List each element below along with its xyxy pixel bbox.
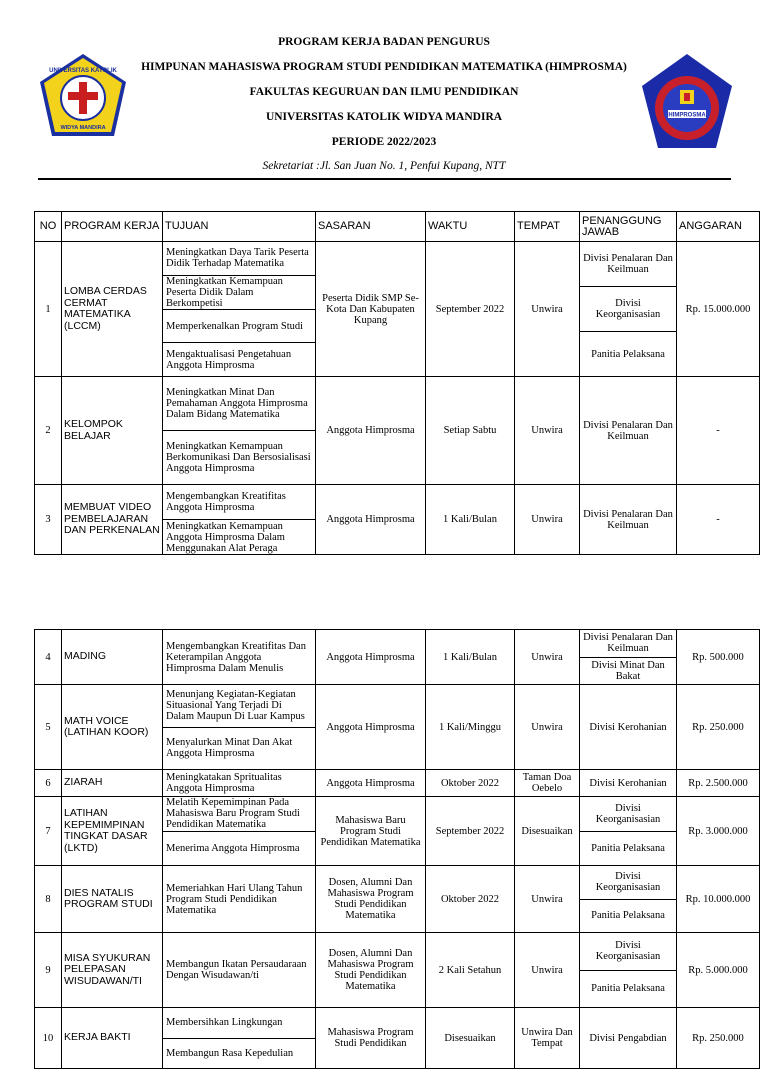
waktu-cell: September 2022 bbox=[426, 242, 515, 377]
waktu-cell: Oktober 2022 bbox=[426, 770, 515, 797]
table-row bbox=[35, 685, 760, 770]
tempat-cell: Unwira Dan Tempat bbox=[515, 1008, 580, 1069]
header-line-3: FAKULTAS KEGURUAN DAN ILMU PENDIDIKAN bbox=[249, 86, 519, 98]
tujuan-item: Meningkatkan Kemampuan Peserta Didik Dalam Berkompetisi bbox=[163, 276, 315, 310]
tujuan-cell bbox=[163, 630, 316, 685]
col-header-program: PROGRAM KERJA bbox=[62, 212, 163, 242]
tujuan-cell bbox=[163, 866, 316, 933]
tempat-cell: Disesuaikan bbox=[515, 797, 580, 866]
anggaran-cell: Rp. 500.000 bbox=[677, 630, 760, 685]
table-header-row bbox=[35, 212, 760, 242]
tujuan-item: Meningkatkan Kemampuan Anggota Himprosma Dalam Menggunakan Alat Peraga bbox=[166, 520, 285, 554]
table-row bbox=[35, 770, 760, 797]
tujuan-item: Memeriahkan Hari Ulang Tahun Program Studi Pendidikan Matematika bbox=[166, 882, 303, 916]
table-row bbox=[35, 933, 760, 1008]
table-row bbox=[35, 377, 760, 485]
row-number: 7 bbox=[35, 797, 62, 866]
anggaran-cell: Rp. 3.000.000 bbox=[677, 797, 760, 866]
table-row bbox=[35, 797, 760, 866]
tujuan-item: Meningkatkan Kemampuan Berkomunikasi Dan Bersosialisasi Anggota Himprosma bbox=[166, 441, 311, 474]
table-row bbox=[35, 242, 760, 377]
col-header-pj: PENANGGUNG JAWAB bbox=[580, 212, 677, 242]
tujuan-item: Membangun Rasa Kepedulian bbox=[166, 1047, 294, 1059]
table-row bbox=[35, 485, 760, 555]
penanggung-jawab-cell bbox=[580, 797, 677, 866]
tujuan-cell bbox=[163, 770, 316, 797]
sasaran-cell: Dosen, Alumni Dan Mahasiswa Program Studi Pendidikan Matematika bbox=[316, 933, 426, 1008]
row-number: 1 bbox=[35, 242, 62, 377]
program-kerja: KERJA BAKTI bbox=[62, 1008, 163, 1069]
col-header-waktu: WAKTU bbox=[426, 212, 515, 242]
tujuan-item: Membersihkan Lingkungan bbox=[163, 1008, 315, 1039]
tujuan-cell bbox=[163, 797, 316, 866]
waktu-cell: 2 Kali Setahun bbox=[426, 933, 515, 1008]
tempat-cell: Unwira bbox=[515, 933, 580, 1008]
anggaran-cell: Rp. 5.000.000 bbox=[677, 933, 760, 1008]
penanggung-jawab-item: Divisi Pengabdian bbox=[589, 1032, 667, 1044]
tujuan-cell bbox=[163, 377, 316, 485]
sasaran-cell: Anggota Himprosma bbox=[316, 377, 426, 485]
tujuan-cell bbox=[163, 685, 316, 770]
penanggung-jawab-item: Panitia Pelaksana bbox=[591, 348, 665, 360]
tujuan-item: Menerima Anggota Himprosma bbox=[166, 842, 300, 854]
program-kerja: MEMBUAT VIDEO PEMBELAJARAN DAN PERKENALAN bbox=[62, 485, 163, 555]
row-number: 8 bbox=[35, 866, 62, 933]
header-line-2: HIMPUNAN MAHASISWA PROGRAM STUDI PENDIDIKAN MATEMATIKA (HIMPROSMA) bbox=[141, 61, 627, 73]
tujuan-item: Meningkatkan Minat Dan Pemahaman Anggota Himprosma Dalam Bidang Matematika bbox=[163, 377, 315, 431]
sasaran-cell: Anggota Himprosma bbox=[316, 770, 426, 797]
penanggung-jawab-cell bbox=[580, 1008, 677, 1069]
program-kerja: LATIHAN KEPEMIMPINAN TINGKAT DASAR (LKTD) bbox=[62, 797, 163, 866]
program-table-page-2 bbox=[34, 629, 760, 1069]
waktu-cell: 1 Kali/Bulan bbox=[426, 630, 515, 685]
row-number: 2 bbox=[35, 377, 62, 485]
tempat-cell: Unwira bbox=[515, 242, 580, 377]
row-number: 4 bbox=[35, 630, 62, 685]
penanggung-jawab-item: Panitia Pelaksana bbox=[591, 842, 665, 854]
penanggung-jawab-cell bbox=[580, 770, 677, 797]
header-divider bbox=[38, 178, 731, 180]
tujuan-item: Membangun Ikatan Persaudaraan Dengan Wisudawan/ti bbox=[166, 959, 307, 981]
tempat-cell: Taman Doa Oebelo bbox=[515, 770, 580, 797]
penanggung-jawab-cell bbox=[580, 485, 677, 555]
penanggung-jawab-cell bbox=[580, 377, 677, 485]
penanggung-jawab-item: Divisi Keorganisasian bbox=[580, 866, 676, 900]
row-number: 5 bbox=[35, 685, 62, 770]
waktu-cell: September 2022 bbox=[426, 797, 515, 866]
tujuan-item: Meningkatakan Spritualitas Anggota Himprosma bbox=[166, 772, 282, 794]
table-row bbox=[35, 630, 760, 685]
penanggung-jawab-item: Panitia Pelaksana bbox=[591, 983, 665, 995]
sasaran-cell: Dosen, Alumni Dan Mahasiswa Program Studi Pendidikan Matematika bbox=[316, 866, 426, 933]
waktu-cell: Disesuaikan bbox=[426, 1008, 515, 1069]
program-kerja: MISA SYUKURAN PELEPASAN WISUDAWAN/TI bbox=[62, 933, 163, 1008]
tujuan-item: Melatih Kepemimpinan Pada Mahasiswa Baru Program Studi Pendidikan Matematika bbox=[163, 797, 315, 832]
tujuan-item: Meningkatkan Daya Tarik Peserta Didik Terhadap Matematika bbox=[163, 242, 315, 276]
program-kerja: MATH VOICE (LATIHAN KOOR) bbox=[62, 685, 163, 770]
tujuan-cell bbox=[163, 1008, 316, 1069]
penanggung-jawab-cell bbox=[580, 630, 677, 685]
col-header-sasaran: SASARAN bbox=[316, 212, 426, 242]
logo-right-text: HIMPROSMA bbox=[668, 112, 706, 119]
tempat-cell: Unwira bbox=[515, 630, 580, 685]
anggaran-cell: - bbox=[677, 485, 760, 555]
program-kerja: DIES NATALIS PROGRAM STUDI bbox=[62, 866, 163, 933]
penanggung-jawab-item: Panitia Pelaksana bbox=[591, 910, 665, 922]
penanggung-jawab-item: Divisi Keorganisasian bbox=[580, 933, 676, 971]
row-number: 9 bbox=[35, 933, 62, 1008]
header-line-1: PROGRAM KERJA BADAN PENGURUS bbox=[278, 36, 490, 48]
penanggung-jawab-item: Divisi Keorganisasian bbox=[580, 797, 676, 832]
col-header-tujuan: TUJUAN bbox=[163, 212, 316, 242]
program-kerja: LOMBA CERDAS CERMAT MATEMATIKA (LCCM) bbox=[62, 242, 163, 377]
penanggung-jawab-cell bbox=[580, 242, 677, 377]
penanggung-jawab-item: Divisi Penalaran Dan Keilmuan bbox=[580, 242, 676, 287]
tempat-cell: Unwira bbox=[515, 685, 580, 770]
program-table-page-1 bbox=[34, 211, 760, 555]
document-header bbox=[0, 0, 768, 190]
waktu-cell: 1 Kali/Bulan bbox=[426, 485, 515, 555]
col-header-anggaran: ANGGARAN bbox=[677, 212, 760, 242]
penanggung-jawab-item: Divisi Kerohanian bbox=[589, 721, 667, 733]
header-line-5: PERIODE 2022/2023 bbox=[331, 136, 437, 148]
header-line-4: UNIVERSITAS KATOLIK WIDYA MANDIRA bbox=[265, 111, 503, 123]
tempat-cell: Unwira bbox=[515, 485, 580, 555]
penanggung-jawab-item: Divisi Kerohanian bbox=[589, 777, 667, 789]
waktu-cell: Oktober 2022 bbox=[426, 866, 515, 933]
sasaran-cell: Mahasiswa Program Studi Pendidikan bbox=[316, 1008, 426, 1069]
anggaran-cell: Rp. 250.000 bbox=[677, 685, 760, 770]
logo-left-text-top: UNIVERSITAS KATOLIK bbox=[49, 68, 117, 74]
anggaran-cell: Rp. 15.000.000 bbox=[677, 242, 760, 377]
penanggung-jawab-item: Divisi Minat Dan Bakat bbox=[591, 659, 665, 682]
sasaran-cell: Anggota Himprosma bbox=[316, 685, 426, 770]
penanggung-jawab-item: Divisi Penalaran Dan Keilmuan bbox=[583, 419, 673, 442]
tempat-cell: Unwira bbox=[515, 866, 580, 933]
penanggung-jawab-cell bbox=[580, 866, 677, 933]
penanggung-jawab-cell bbox=[580, 685, 677, 770]
anggaran-cell: Rp. 2.500.000 bbox=[677, 770, 760, 797]
waktu-cell: Setiap Sabtu bbox=[426, 377, 515, 485]
tujuan-cell bbox=[163, 242, 316, 377]
anggaran-cell: Rp. 10.000.000 bbox=[677, 866, 760, 933]
sasaran-cell: Anggota Himprosma bbox=[316, 630, 426, 685]
sasaran-cell: Anggota Himprosma bbox=[316, 485, 426, 555]
program-kerja: ZIARAH bbox=[62, 770, 163, 797]
tujuan-item: Mengembangkan Kreatifitas Dan Keterampilan Anggota Himprosma Dalam Menulis bbox=[166, 640, 306, 674]
tujuan-item: Mengaktualisasi Pengetahuan Anggota Himprosma bbox=[166, 348, 292, 371]
program-kerja: KELOMPOK BELAJAR bbox=[62, 377, 163, 485]
row-number: 10 bbox=[35, 1008, 62, 1069]
tujuan-item: Memperkenalkan Program Studi bbox=[163, 310, 315, 344]
tempat-cell: Unwira bbox=[515, 377, 580, 485]
tujuan-item: Menyalurkan Minat Dan Akat Anggota Himprosma bbox=[166, 737, 293, 760]
program-kerja: MADING bbox=[62, 630, 163, 685]
penanggung-jawab-item: Divisi Penalaran Dan Keilmuan bbox=[580, 630, 676, 658]
sasaran-cell: Peserta Didik SMP Se-Kota Dan Kabupaten Kupang bbox=[316, 242, 426, 377]
tujuan-item: Mengembangkan Kreatifitas Anggota Himprosma bbox=[163, 485, 315, 520]
col-header-tempat: TEMPAT bbox=[515, 212, 580, 242]
tujuan-cell bbox=[163, 485, 316, 555]
logo-left-text-bottom: WIDYA MANDIRA bbox=[60, 125, 106, 131]
anggaran-cell: - bbox=[677, 377, 760, 485]
row-number: 6 bbox=[35, 770, 62, 797]
sasaran-cell: Mahasiswa Baru Program Studi Pendidikan Matematika bbox=[316, 797, 426, 866]
himprosma-logo-icon bbox=[640, 52, 734, 152]
penanggung-jawab-cell bbox=[580, 933, 677, 1008]
row-number: 3 bbox=[35, 485, 62, 555]
tujuan-cell bbox=[163, 933, 316, 1008]
table-row bbox=[35, 866, 760, 933]
penanggung-jawab-item: Divisi Keorganisasian bbox=[580, 287, 676, 332]
anggaran-cell: Rp. 250.000 bbox=[677, 1008, 760, 1069]
secretariat-address: Sekretariat :Jl. San Juan No. 1, Penfui Kupang, NTT bbox=[262, 160, 506, 172]
table-row bbox=[35, 1008, 760, 1069]
tujuan-item: Menunjang Kegiatan-Kegiatan Situasional Yang Terjadi Di Dalam Maupun Di Luar Kampus bbox=[163, 685, 315, 728]
col-header-no: NO bbox=[35, 212, 62, 242]
waktu-cell: 1 Kali/Minggu bbox=[426, 685, 515, 770]
penanggung-jawab-item: Divisi Penalaran Dan Keilmuan bbox=[583, 508, 673, 531]
